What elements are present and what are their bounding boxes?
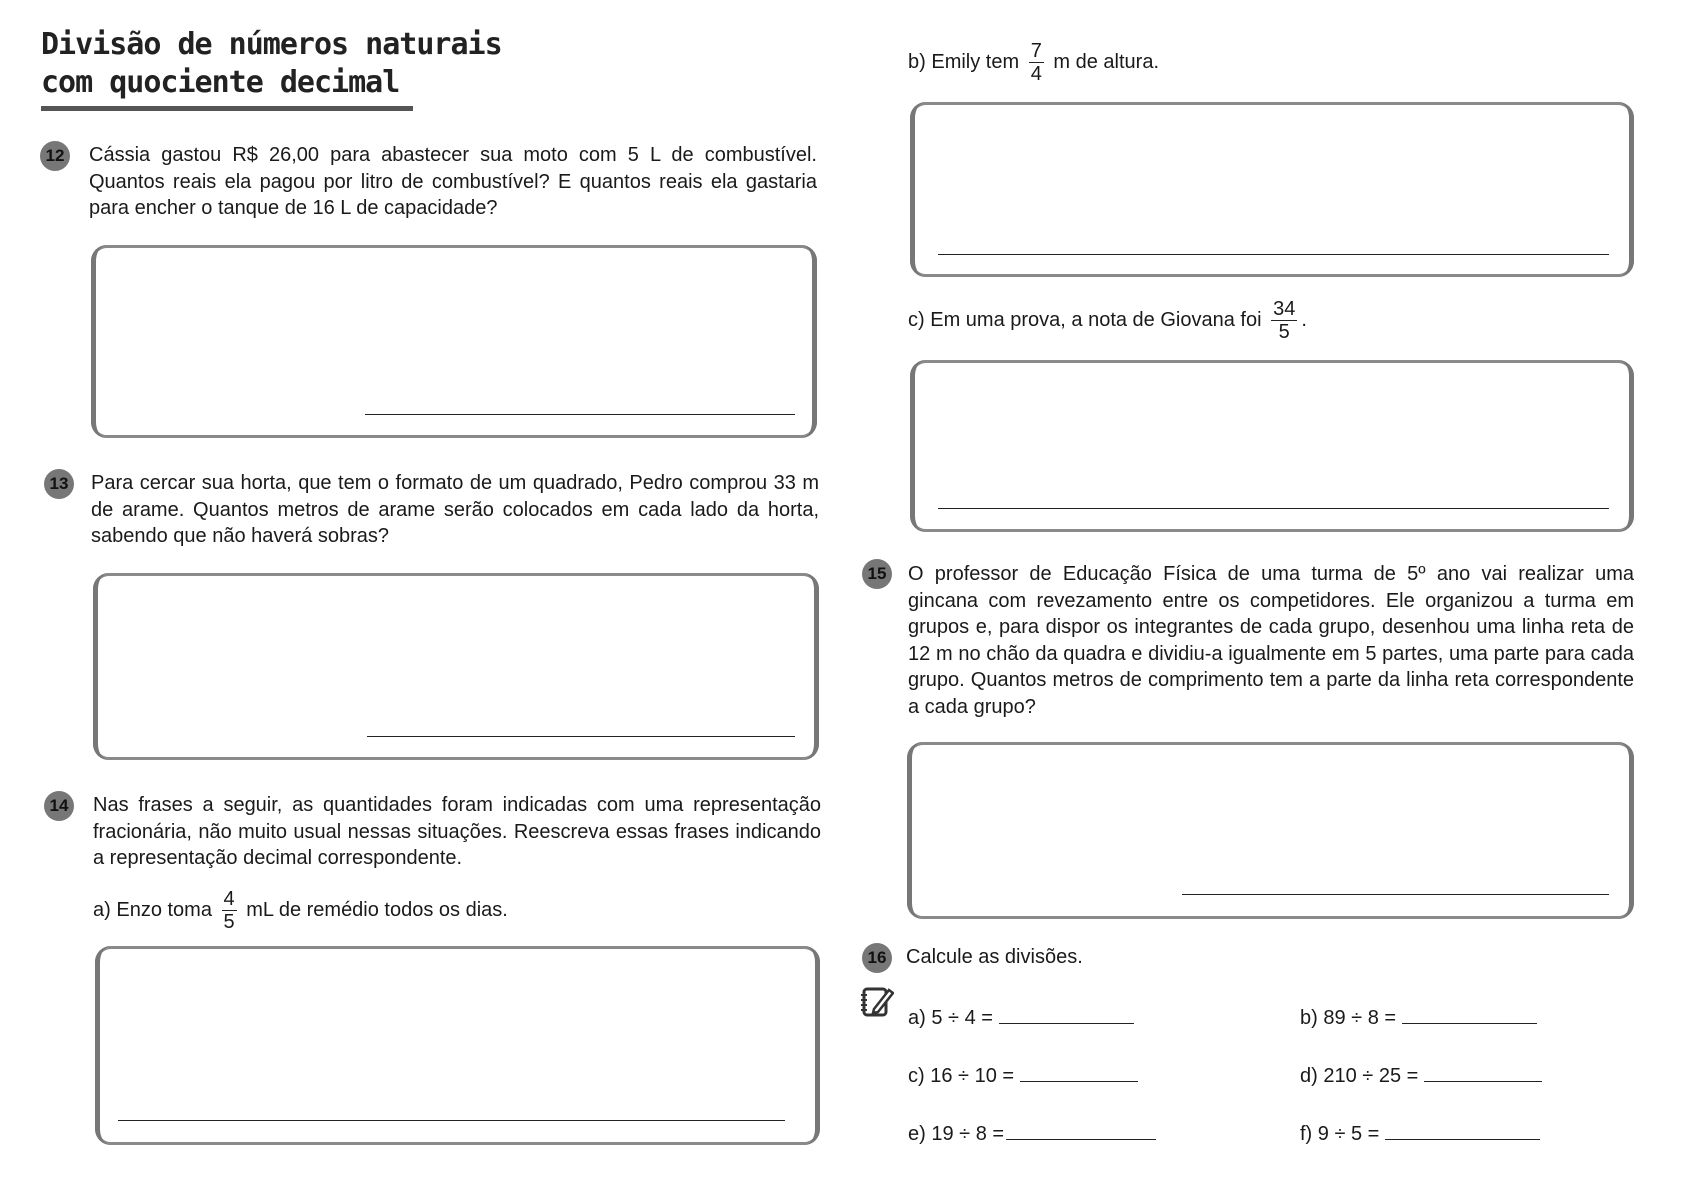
answer-line-14a[interactable]	[118, 1120, 785, 1121]
answer-box-15[interactable]	[907, 742, 1634, 919]
answer-line-12[interactable]	[365, 414, 795, 415]
answer-line-14c[interactable]	[938, 508, 1609, 509]
answer-box-14c[interactable]	[910, 360, 1634, 532]
answer-line-13[interactable]	[367, 736, 795, 737]
question-16-badge: 16	[862, 943, 892, 973]
answer-blank-c[interactable]	[1020, 1061, 1138, 1082]
title-line-1: Divisão de números naturais	[41, 27, 502, 62]
question-14a	[93, 888, 508, 933]
item-text: Emily tem	[931, 50, 1020, 73]
question-12-badge: 12	[40, 141, 70, 171]
item-expression: 19 ÷ 8 =	[931, 1123, 1005, 1145]
item-label: d)	[1300, 1065, 1318, 1087]
fraction	[1029, 40, 1044, 85]
denominator: 4	[1030, 63, 1042, 85]
item-text: .	[1301, 308, 1307, 331]
answer-blank-e[interactable]	[1006, 1119, 1156, 1140]
answer-box-13[interactable]	[93, 573, 819, 760]
numerator: 34	[1273, 298, 1296, 320]
division-item-d	[1300, 1061, 1542, 1088]
division-item-c	[908, 1061, 1138, 1088]
title-line-2: com quociente decimal	[41, 65, 400, 100]
answer-line-14b[interactable]	[938, 254, 1609, 255]
item-label: c)	[908, 1065, 925, 1087]
denominator: 5	[223, 911, 235, 933]
question-12-text: Cássia gastou R$ 26,00 para abastecer sua moto com 5 L de combustível. Quantos reais ela pagou por litro de combustível? E quantos reais ela gastaria para encher o tanque de 16 L de capacidade?	[89, 144, 817, 219]
question-13-text: Para cercar sua horta, que tem o formato de um quadrado, Pedro comprou 33 m de arame. Quantos metros de arame serão colocados em cada lado da horta, sabendo que não haverá sobras?	[91, 472, 819, 547]
item-text: mL de remédio todos os dias.	[246, 898, 508, 921]
division-item-e	[908, 1119, 1156, 1146]
question-14-text: Nas frases a seguir, as quantidades foram indicadas com uma representação fracionária, não muito usual nessas situações. Reescreva essas frases indicando a representação decimal correspondente.	[93, 794, 821, 869]
item-label: a)	[908, 1007, 926, 1029]
item-label: b)	[1300, 1007, 1318, 1029]
answer-blank-a[interactable]	[999, 1003, 1134, 1024]
fraction	[1271, 298, 1297, 343]
title-underline	[41, 106, 413, 111]
section-title	[41, 26, 502, 102]
item-expression: 9 ÷ 5 =	[1317, 1123, 1380, 1145]
answer-blank-b[interactable]	[1402, 1003, 1537, 1024]
item-label: a)	[93, 898, 111, 921]
item-text: Em uma prova, a nota de Giovana foi	[930, 308, 1262, 331]
item-expression: 210 ÷ 25 =	[1323, 1065, 1419, 1087]
answer-box-12[interactable]	[91, 245, 817, 438]
numerator: 4	[223, 888, 235, 910]
answer-box-14a[interactable]	[95, 946, 820, 1145]
question-14c	[908, 298, 1307, 343]
question-13-badge: 13	[44, 469, 74, 499]
fraction	[222, 888, 237, 933]
item-expression: 16 ÷ 10 =	[930, 1065, 1015, 1087]
question-15-text: O professor de Educação Física de uma turma de 5º ano vai realizar uma gincana com revezamento entre os competidores. Ele organizou a turma em grupos e, para dispor os integrantes de cada grupo, desenhou uma linha reta de 12 m no chão da quadra e dividiu-a igualmente em 5 partes, uma parte para cada grupo. Quantos metros de comprimento tem a parte da linha reta correspondente a cada grupo?	[908, 563, 1634, 718]
item-expression: 89 ÷ 8 =	[1323, 1007, 1397, 1029]
question-14b	[908, 40, 1159, 85]
denominator: 5	[1278, 321, 1290, 343]
answer-line-15[interactable]	[1182, 894, 1609, 895]
question-15-badge: 15	[862, 559, 892, 589]
division-item-b	[1300, 1003, 1537, 1030]
question-14-badge: 14	[44, 791, 74, 821]
item-expression: 5 ÷ 4 =	[931, 1007, 993, 1029]
notebook-pencil-icon	[860, 985, 894, 1019]
item-text: Enzo toma	[116, 898, 212, 921]
item-label: e)	[908, 1123, 926, 1145]
question-16-text: Calcule as divisões.	[906, 946, 1083, 968]
item-text: m de altura.	[1053, 50, 1160, 73]
division-item-a	[908, 1003, 1134, 1030]
division-item-f	[1300, 1119, 1540, 1146]
item-label: b)	[908, 50, 926, 73]
answer-blank-d[interactable]	[1424, 1061, 1542, 1082]
numerator: 7	[1030, 40, 1042, 62]
item-label: f)	[1300, 1123, 1313, 1145]
answer-blank-f[interactable]	[1385, 1119, 1540, 1140]
answer-box-14b[interactable]	[910, 102, 1634, 277]
item-label: c)	[908, 308, 925, 331]
